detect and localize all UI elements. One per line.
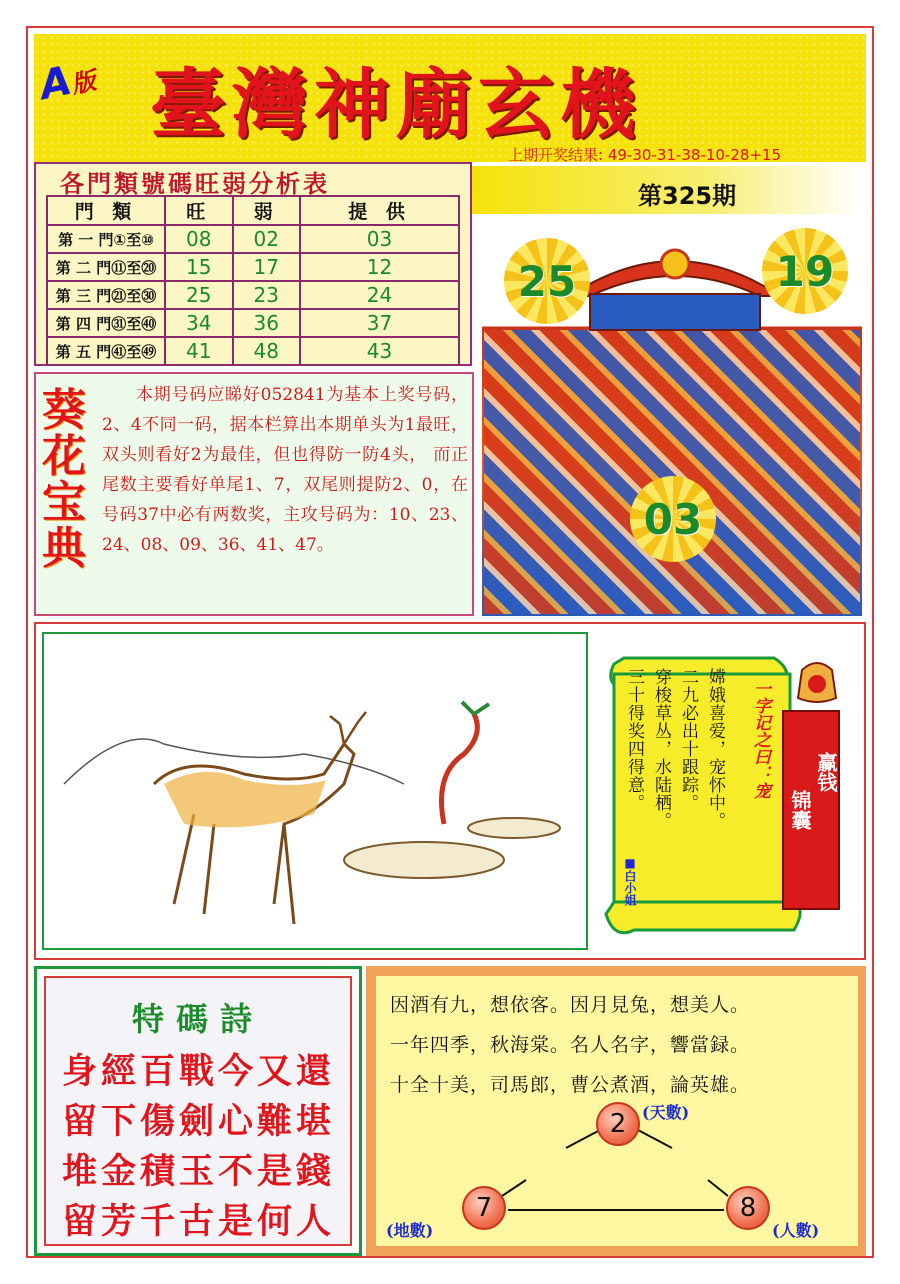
cell-value: 37 [300,309,459,337]
scroll-title: 一字记之曰：宠 [750,680,770,799]
lucky-number-ball: 03 [630,476,716,562]
cell-value: 36 [233,309,301,337]
banner-text: 锦囊 [788,790,812,830]
author-label: ■白小姐 [623,856,637,906]
column-header: 提 供 [300,196,459,225]
page-title: 臺灣神廟玄機 [150,60,642,149]
row-label: 第 五 門㊶至㊾ [47,337,165,365]
previous-result: 上期开奖结果: 49-30-31-38-10-28+15 [508,146,782,164]
cell-value: 23 [233,281,301,309]
poem-line: 留下傷劍心難堪 [62,1101,336,1142]
analysis-text: 本期号码应睇好052841为基本上奖号码，2、4不同一码，据本栏算出本期单头为1最旺，双头则看好2为最佳，但也得防一防4头， 而正尾数主要看好单尾1、7，双尾则提防2、0，在号码37中必有两数奖，主攻号码为：10、23、24、08、09、36、41、47。 [102,385,468,555]
column-header: 門 類 [47,196,165,225]
verse-line: 三十得奖四得意。 [624,668,644,812]
cell-value: 41 [165,337,233,365]
deities-illustration [484,330,860,614]
poem-line: 留芳千古是何人 [62,1201,336,1242]
money-bag-icon [792,652,842,704]
edition-logo: A版 [35,57,99,110]
earth-label: (地數) [386,1221,434,1240]
analysis-title: 葵花宝典 [42,385,86,574]
analysis-table [46,195,460,366]
earth-number-bubble: 7 [462,1186,506,1230]
human-number-bubble: 8 [726,1186,770,1230]
riddle-line: 十全十美，司馬郎，曹公煮酒，論英雄。 [390,1074,751,1096]
table-row [47,225,459,253]
cell-value: 12 [300,253,459,281]
cell-value: 02 [233,225,301,253]
poem-line: 身經百戰今又還 [62,1051,336,1092]
riddle-line: 因酒有九，想依客。因月見兔，想美人。 [390,994,751,1016]
table-row [47,253,459,281]
poem-title: 特碼詩 [131,1000,264,1038]
table-header-row [47,196,459,225]
verse-line: 穿梭草丛，水陆栖。 [651,668,671,830]
row-label: 第 四 門㉛至㊵ [47,309,165,337]
row-label: 第 三 門㉑至㉚ [47,281,165,309]
lucky-number-ball: 19 [762,228,848,314]
cell-value: 17 [233,253,301,281]
cell-value: 48 [233,337,301,365]
scroll-verse [622,668,728,878]
issue-number: 第325期 [638,182,737,210]
cell-value: 34 [165,309,233,337]
riddle-line: 一年四季，秋海棠。名人名字，響當録。 [390,1034,751,1056]
row-label: 第 二 門⑪至⑳ [47,253,165,281]
cell-value: 25 [165,281,233,309]
column-header: 弱 [233,196,301,225]
heaven-label: (天數) [642,1103,690,1122]
table-row [47,281,459,309]
deer-illustration-panel [42,632,588,950]
temple-roof-illustration [560,236,790,332]
cell-value: 08 [165,225,233,253]
column-header: 旺 [165,196,233,225]
table-row [47,309,459,337]
lucky-number-ball: 25 [504,238,590,324]
table-title: 各門類號碼旺弱分析表 [60,170,330,198]
cell-value: 24 [300,281,459,309]
heaven-number-bubble: 2 [596,1102,640,1146]
row-label: 第 一 門①至⑩ [47,225,165,253]
banner-text: 赢钱 [814,752,838,792]
verse-line: 二九必出十跟踪。 [678,668,698,812]
cell-value: 03 [300,225,459,253]
table-row [47,337,459,365]
cell-value: 43 [300,337,459,365]
deer-illustration [44,634,586,948]
poem-line: 堆金積玉不是錢 [62,1151,336,1192]
verse-line: 嫦娥喜爱，宠怀中。 [705,668,725,830]
cell-value: 15 [165,253,233,281]
human-label: (人數) [772,1221,820,1240]
